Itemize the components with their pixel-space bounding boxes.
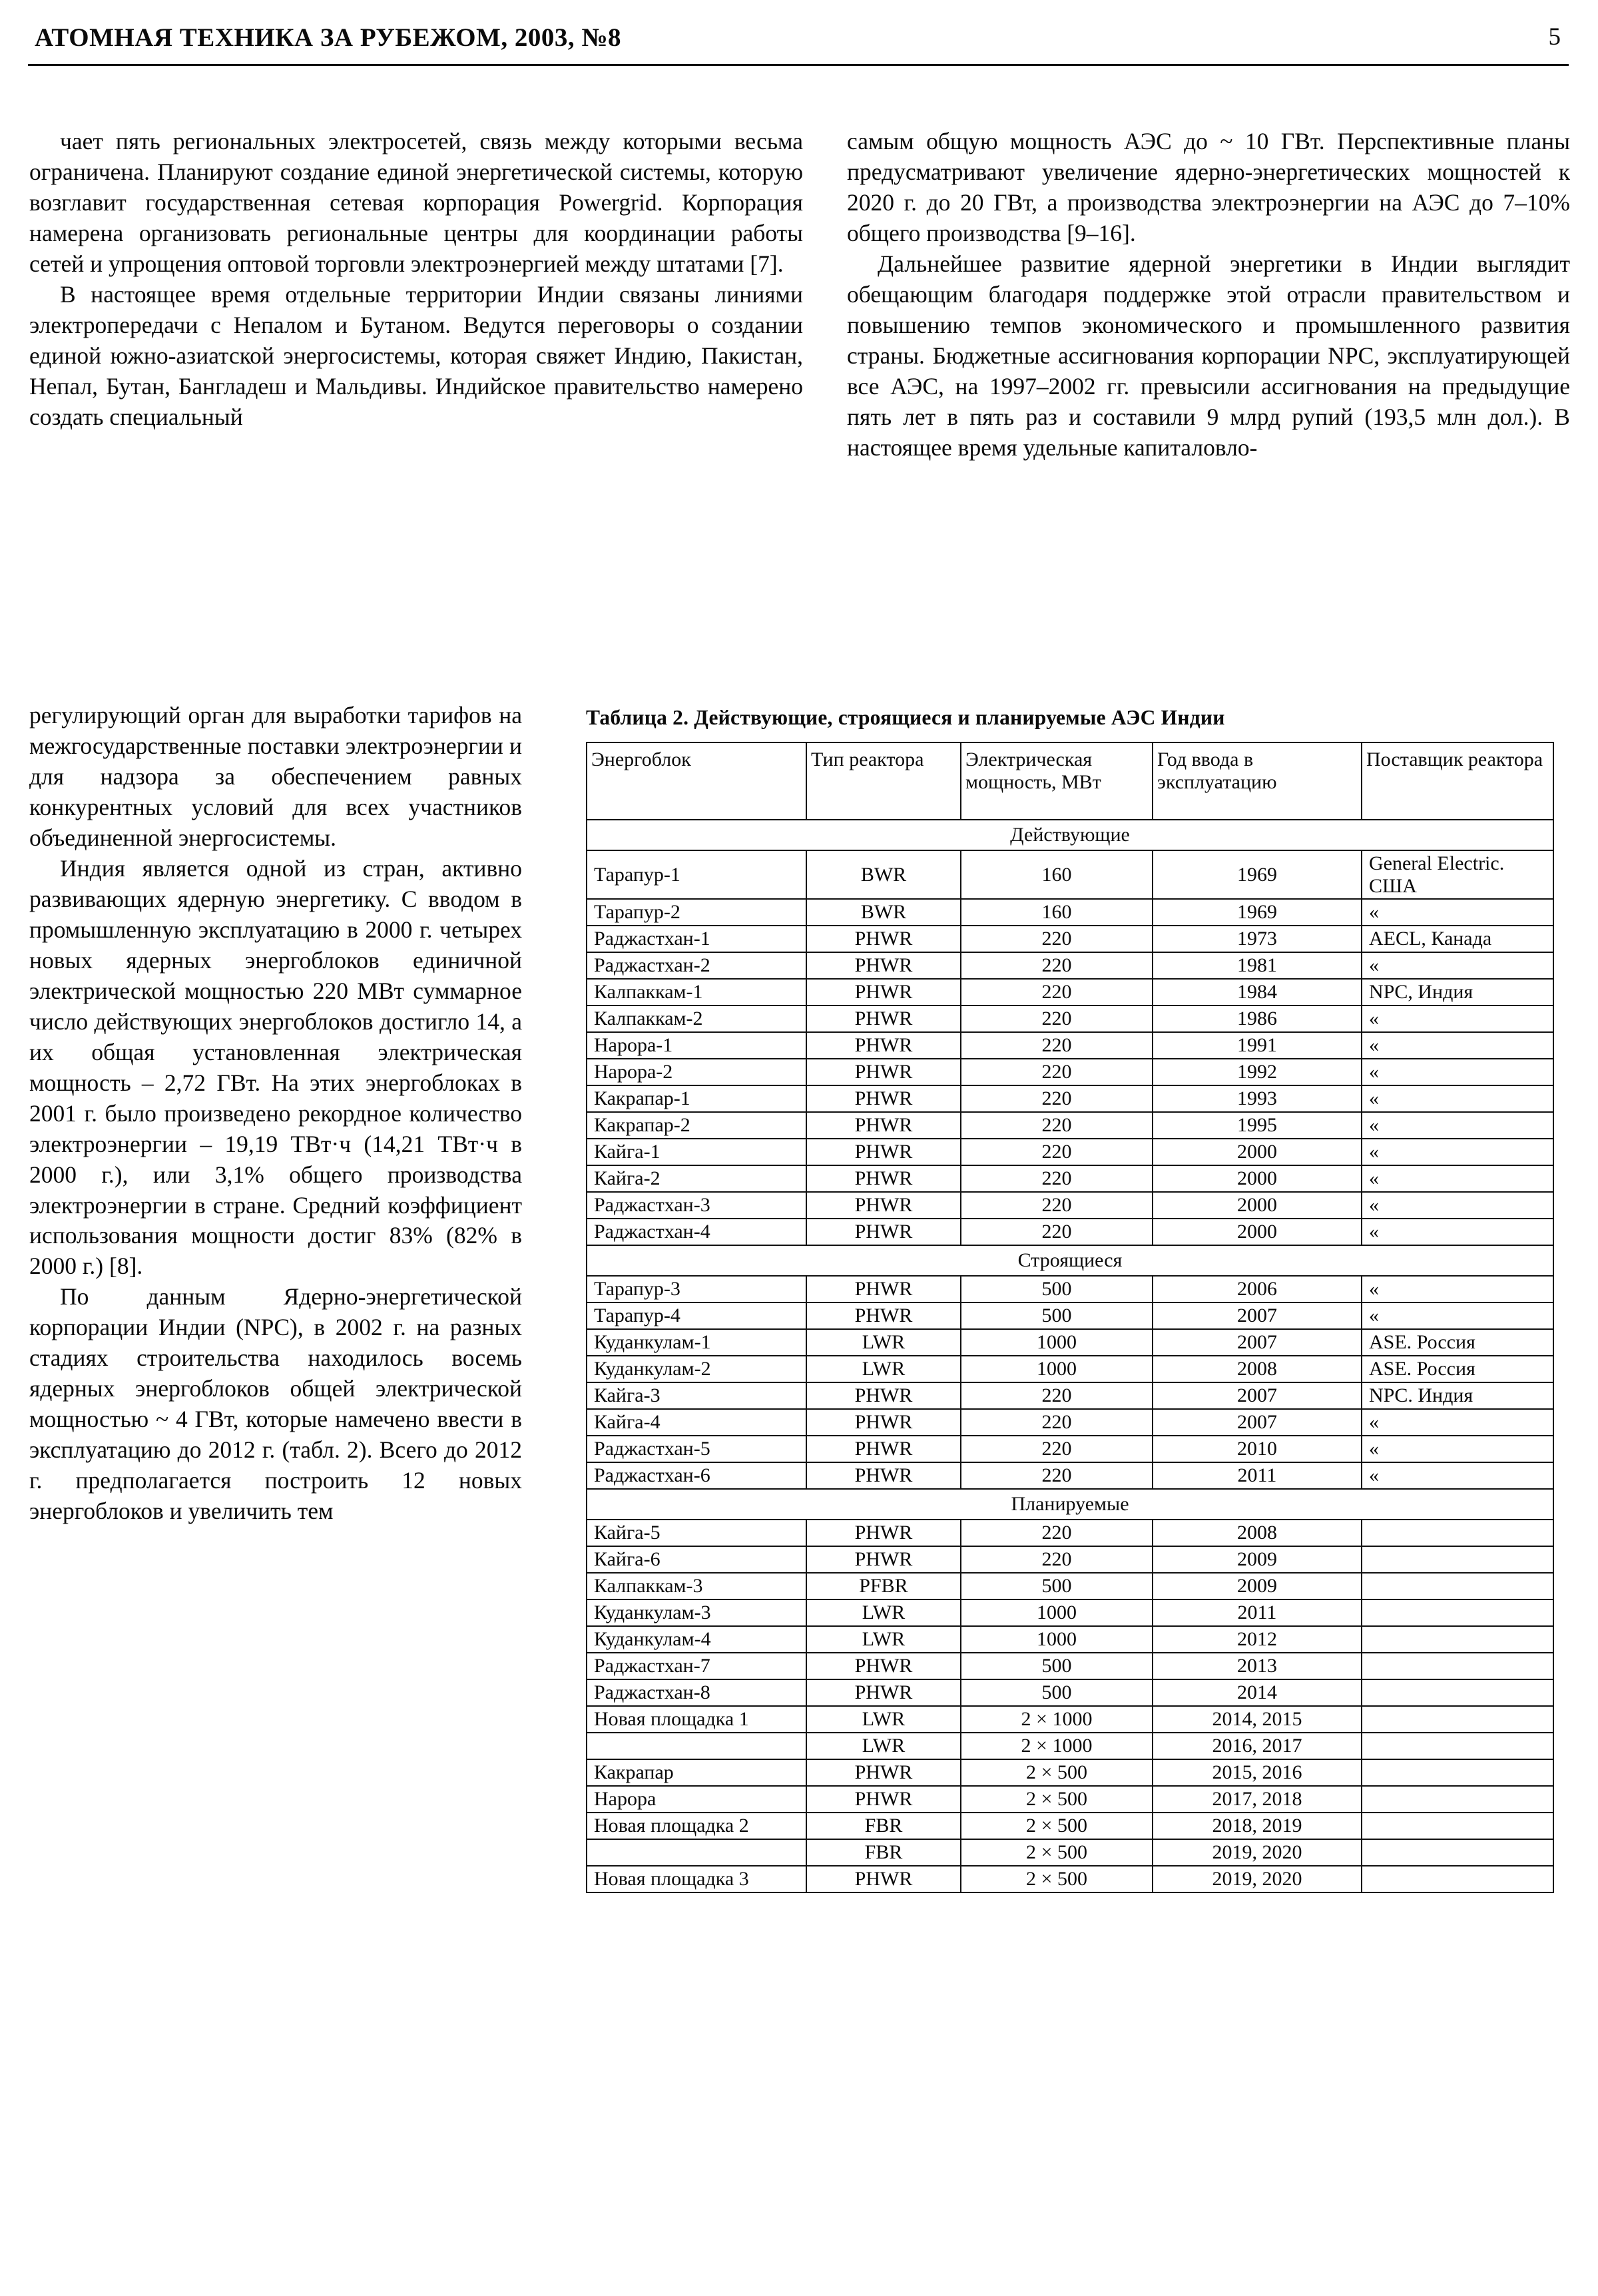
cell-supplier: ASE. Россия <box>1362 1356 1553 1382</box>
cell-unit <box>587 1733 806 1759</box>
table-row <box>587 952 1553 979</box>
cell-year: 2000 <box>1153 1219 1362 1245</box>
table-row <box>587 1813 1553 1839</box>
table-row <box>587 1276 1553 1302</box>
cell-supplier: « <box>1362 1276 1553 1302</box>
cell-year: 1993 <box>1153 1085 1362 1112</box>
cell-supplier: « <box>1362 1005 1553 1032</box>
cell-power: 500 <box>961 1573 1153 1599</box>
paragraph: В настоящее время отдельные территории Индии связаны линиями электропередачи с Непалом и Бутаном. Ведутся переговоры о создании единой южно-азиатской энергосистемы, которая свяжет Индию, Пакистан, Непал, Бутан, Бангладеш и Мальдивы. Индийское правительство намерено создать специальный <box>29 280 803 430</box>
cell-reactor-type: PHWR <box>806 1866 961 1892</box>
table-row <box>587 1866 1553 1892</box>
cell-supplier <box>1362 1653 1553 1679</box>
cell-unit: Новая площадка 2 <box>587 1813 806 1839</box>
cell-year: 1991 <box>1153 1032 1362 1059</box>
cell-year: 2009 <box>1153 1573 1362 1599</box>
table-row <box>587 899 1553 926</box>
cell-reactor-type: LWR <box>806 1733 961 1759</box>
cell-reactor-type: LWR <box>806 1599 961 1626</box>
paragraph: По данным Ядерно-энергетической корпорации Индии (NPC), в 2002 г. на разных стадиях строительства находилось восемь ядерных энергоблоков общей электрической мощностью ~ 4 ГВт, которые намечено ввести в эксплуатацию до 2012 г. (табл. 2). Всего до 2012 г. предполагается построить 12 новых энергоблоков и увеличить тем <box>29 1283 522 1525</box>
cell-unit: Тарапур-2 <box>587 899 806 926</box>
cell-year: 2008 <box>1153 1356 1362 1382</box>
cell-power: 220 <box>961 1192 1153 1219</box>
table-row <box>587 1573 1553 1599</box>
cell-supplier <box>1362 1866 1553 1892</box>
cell-supplier: NPC, Индия <box>1362 979 1553 1005</box>
cell-power: 1000 <box>961 1356 1153 1382</box>
cell-power: 500 <box>961 1653 1153 1679</box>
cell-year: 2018, 2019 <box>1153 1813 1362 1839</box>
table-row <box>587 1165 1553 1192</box>
cell-reactor-type: PHWR <box>806 1005 961 1032</box>
paragraph: самым общую мощность АЭС до ~ 10 ГВт. Перспективные планы предусматривают увеличение ядерно-энергетических мощностей к 2020 г. до 20 ГВт, а производства электроэнергии на АЭС до 7–10% общего производства [9–16]. <box>847 128 1570 246</box>
cell-unit: Тарапур-4 <box>587 1302 806 1329</box>
cell-unit: Куданкулам-2 <box>587 1356 806 1382</box>
cell-supplier <box>1362 1813 1553 1839</box>
cell-year: 2007 <box>1153 1329 1362 1356</box>
cell-power: 220 <box>961 1165 1153 1192</box>
cell-reactor-type: PHWR <box>806 1409 961 1436</box>
cell-year: 2000 <box>1153 1139 1362 1165</box>
cell-year: 2010 <box>1153 1436 1362 1462</box>
table-row <box>587 1599 1553 1626</box>
cell-reactor-type: PHWR <box>806 979 961 1005</box>
table-row <box>587 1626 1553 1653</box>
table-row <box>587 1839 1553 1866</box>
cell-supplier <box>1362 1626 1553 1653</box>
cell-power: 500 <box>961 1302 1153 1329</box>
cell-supplier <box>1362 1679 1553 1706</box>
cell-power: 2 × 500 <box>961 1866 1153 1892</box>
cell-unit: Раджастхан-8 <box>587 1679 806 1706</box>
cell-supplier <box>1362 1733 1553 1759</box>
cell-year: 2009 <box>1153 1546 1362 1573</box>
cell-reactor-type: PHWR <box>806 1786 961 1813</box>
table-row <box>587 1436 1553 1462</box>
cell-power: 2 × 1000 <box>961 1733 1153 1759</box>
cell-unit: Какрапар <box>587 1759 806 1786</box>
table-block <box>586 706 1571 1893</box>
cell-unit: Кайга-4 <box>587 1409 806 1436</box>
cell-supplier <box>1362 1520 1553 1546</box>
table-row <box>587 1759 1553 1786</box>
cell-power: 2 × 500 <box>961 1786 1153 1813</box>
cell-year: 1969 <box>1153 850 1362 899</box>
cell-unit: Раджастхан-2 <box>587 952 806 979</box>
cell-unit: Калпаккам-1 <box>587 979 806 1005</box>
cell-reactor-type: FBR <box>806 1839 961 1866</box>
cell-supplier: « <box>1362 1139 1553 1165</box>
cell-year: 2016, 2017 <box>1153 1733 1362 1759</box>
cell-reactor-type: PHWR <box>806 1219 961 1245</box>
cell-year: 1973 <box>1153 926 1362 952</box>
cell-supplier: « <box>1362 952 1553 979</box>
cell-power: 220 <box>961 979 1153 1005</box>
table-row <box>587 1679 1553 1706</box>
table-row <box>587 850 1553 899</box>
cell-power: 1000 <box>961 1599 1153 1626</box>
cell-reactor-type: FBR <box>806 1813 961 1839</box>
cell-unit: Раджастхан-1 <box>587 926 806 952</box>
section-title: Действующие <box>587 820 1553 850</box>
column-header-supplier: Поставщик реактора <box>1362 742 1553 820</box>
cell-supplier <box>1362 1599 1553 1626</box>
cell-year: 1995 <box>1153 1112 1362 1139</box>
cell-year: 2006 <box>1153 1276 1362 1302</box>
cell-supplier: AECL, Канада <box>1362 926 1553 952</box>
column-header-power: Электрическая мощность, МВт <box>961 742 1153 820</box>
cell-year: 2007 <box>1153 1302 1362 1329</box>
cell-unit: Нарора <box>587 1786 806 1813</box>
cell-unit: Тарапур-1 <box>587 850 806 899</box>
cell-unit: Раджастхан-6 <box>587 1462 806 1489</box>
cell-year: 2011 <box>1153 1462 1362 1489</box>
cell-power: 160 <box>961 899 1153 926</box>
cell-year: 1986 <box>1153 1005 1362 1032</box>
cell-power: 220 <box>961 1409 1153 1436</box>
table-row <box>587 1356 1553 1382</box>
cell-year: 2014, 2015 <box>1153 1706 1362 1733</box>
header-divider <box>28 64 1569 66</box>
cell-supplier: « <box>1362 1192 1553 1219</box>
left-column-bottom <box>29 701 522 1527</box>
paragraph: регулирующий орган для выработки тарифов на межгосударственные поставки электроэнергии и для надзора за обеспечением равных конкурентных условий для всех участников объединенной энергосистемы. <box>29 702 522 851</box>
left-column-top <box>29 127 803 433</box>
cell-supplier <box>1362 1759 1553 1786</box>
cell-unit: Раджастхан-7 <box>587 1653 806 1679</box>
cell-year: 1992 <box>1153 1059 1362 1085</box>
cell-unit: Кайга-1 <box>587 1139 806 1165</box>
table-row <box>587 1409 1553 1436</box>
cell-supplier <box>1362 1706 1553 1733</box>
cell-reactor-type: PHWR <box>806 1653 961 1679</box>
table-row <box>587 1733 1553 1759</box>
cell-reactor-type: PHWR <box>806 1679 961 1706</box>
paragraph: Индия является одной из стран, активно развивающих ядерную энергетику. С вводом в промышленную эксплуатацию в 2000 г. четырех новых ядерных энергоблоков единичной электрической мощностью 220 МВт суммарное число действующих энергоблоков достигло 14, а их общая установленная электрическая мощность – 2,72 ГВт. На этих энергоблоках в 2001 г. было произведено рекордное количество электроэнергии – 19,19 ТВт·ч (14,21 ТВт·ч в 2000 г.), или 3,1% общего производства электроэнергии в стране. Средний коэффициент использования мощности достиг 83% (82% в 2000 г.) [8]. <box>29 854 522 1280</box>
paragraph: чает пять региональных электросетей, связь между которыми весьма ограничена. Планируют создание единой энергетической системы, которую возглавит государственная сетевая корпорация Powergrid. Корпорация намерена организовать региональные центры для координации работы сетей и упрощения оптовой торговли электроэнергией между штатами [7]. <box>29 128 803 277</box>
cell-reactor-type: PHWR <box>806 1192 961 1219</box>
cell-unit: Раджастхан-5 <box>587 1436 806 1462</box>
cell-year: 2015, 2016 <box>1153 1759 1362 1786</box>
cell-reactor-type: LWR <box>806 1626 961 1653</box>
cell-unit: Новая площадка 1 <box>587 1706 806 1733</box>
cell-reactor-type: BWR <box>806 899 961 926</box>
table-body <box>587 820 1553 1892</box>
cell-reactor-type: LWR <box>806 1329 961 1356</box>
table-row <box>587 1005 1553 1032</box>
cell-year: 1969 <box>1153 899 1362 926</box>
cell-supplier: « <box>1362 1302 1553 1329</box>
cell-supplier: « <box>1362 1032 1553 1059</box>
journal-title: АТОМНАЯ ТЕХНИКА ЗА РУБЕЖОМ, 2003, №8 <box>35 23 622 52</box>
cell-power: 220 <box>961 1436 1153 1462</box>
table-row <box>587 1462 1553 1489</box>
table-row <box>587 1520 1553 1546</box>
column-header-unit: Энергоблок <box>587 742 806 820</box>
cell-reactor-type: PHWR <box>806 1139 961 1165</box>
cell-year: 2008 <box>1153 1520 1362 1546</box>
cell-power: 220 <box>961 1520 1153 1546</box>
cell-unit: Куданкулам-4 <box>587 1626 806 1653</box>
cell-reactor-type: PHWR <box>806 1759 961 1786</box>
cell-reactor-type: PHWR <box>806 952 961 979</box>
cell-power: 2 × 500 <box>961 1813 1153 1839</box>
table-row <box>587 1546 1553 1573</box>
cell-unit: Нарора-2 <box>587 1059 806 1085</box>
cell-power: 1000 <box>961 1626 1153 1653</box>
cell-power: 220 <box>961 1462 1153 1489</box>
table-section-row <box>587 820 1553 850</box>
cell-reactor-type: PHWR <box>806 1059 961 1085</box>
cell-supplier: NPC. Индия <box>1362 1382 1553 1409</box>
table-row <box>587 1032 1553 1059</box>
cell-year: 2014 <box>1153 1679 1362 1706</box>
cell-reactor-type: LWR <box>806 1356 961 1382</box>
cell-supplier: « <box>1362 1436 1553 1462</box>
cell-unit: Раджастхан-4 <box>587 1219 806 1245</box>
cell-supplier: « <box>1362 1462 1553 1489</box>
cell-reactor-type: PHWR <box>806 1165 961 1192</box>
running-head <box>35 23 1563 64</box>
cell-power: 2 × 1000 <box>961 1706 1153 1733</box>
cell-unit: Куданкулам-3 <box>587 1599 806 1626</box>
cell-supplier: « <box>1362 1219 1553 1245</box>
cell-power: 220 <box>961 1112 1153 1139</box>
table-header-row <box>587 742 1553 820</box>
column-header-startup-year: Год ввода в эксплуатацию <box>1153 742 1362 820</box>
cell-reactor-type: PHWR <box>806 1276 961 1302</box>
cell-year: 2013 <box>1153 1653 1362 1679</box>
table-section-row <box>587 1245 1553 1276</box>
table-row <box>587 979 1553 1005</box>
cell-power: 220 <box>961 1382 1153 1409</box>
cell-unit: Новая площадка 3 <box>587 1866 806 1892</box>
cell-year: 2000 <box>1153 1165 1362 1192</box>
table-row <box>587 1219 1553 1245</box>
cell-power: 220 <box>961 1219 1153 1245</box>
cell-reactor-type: PHWR <box>806 1382 961 1409</box>
cell-unit: Тарапур-3 <box>587 1276 806 1302</box>
cell-unit: Калпаккам-2 <box>587 1005 806 1032</box>
cell-unit <box>587 1839 806 1866</box>
table-row <box>587 1059 1553 1085</box>
cell-year: 2019, 2020 <box>1153 1866 1362 1892</box>
cell-year: 1984 <box>1153 979 1362 1005</box>
cell-power: 500 <box>961 1679 1153 1706</box>
paragraph: Дальнейшее развитие ядерной энергетики в Индии выглядит обещающим благодаря поддержке этой отрасли правительством и повышению темпов экономического и промышленного развития страны. Бюджетные ассигнования корпорации NPC, эксплуатирующей все АЭС, на 1997–2002 гг. превысили ассигнования на предыдущие пять лет в пять раз и составили 9 млрд рупий (193,5 млн дол.). В настоящее время удельные капиталовло- <box>847 250 1570 461</box>
cell-reactor-type: BWR <box>806 850 961 899</box>
cell-year: 1981 <box>1153 952 1362 979</box>
cell-supplier: « <box>1362 1085 1553 1112</box>
cell-supplier: General Electric. США <box>1362 850 1553 899</box>
cell-reactor-type: PHWR <box>806 1436 961 1462</box>
cell-reactor-type: PHWR <box>806 1085 961 1112</box>
cell-supplier: « <box>1362 1059 1553 1085</box>
cell-reactor-type: PHWR <box>806 1462 961 1489</box>
cell-supplier <box>1362 1786 1553 1813</box>
cell-year: 2012 <box>1153 1626 1362 1653</box>
section-title: Строящиеся <box>587 1245 1553 1276</box>
cell-supplier: ASE. Россия <box>1362 1329 1553 1356</box>
cell-power: 160 <box>961 850 1153 899</box>
table-row <box>587 1192 1553 1219</box>
section-title: Планируемые <box>587 1489 1553 1520</box>
table-row <box>587 1382 1553 1409</box>
table-row <box>587 1786 1553 1813</box>
cell-reactor-type: LWR <box>806 1706 961 1733</box>
cell-reactor-type: PHWR <box>806 1546 961 1573</box>
cell-power: 220 <box>961 1085 1153 1112</box>
table-row <box>587 1653 1553 1679</box>
cell-unit: Кайга-2 <box>587 1165 806 1192</box>
page-number: 5 <box>1548 23 1561 51</box>
cell-power: 220 <box>961 1032 1153 1059</box>
cell-year: 2000 <box>1153 1192 1362 1219</box>
cell-power: 220 <box>961 1005 1153 1032</box>
cell-power: 1000 <box>961 1329 1153 1356</box>
cell-supplier <box>1362 1839 1553 1866</box>
table-row <box>587 1085 1553 1112</box>
cell-reactor-type: PHWR <box>806 926 961 952</box>
cell-reactor-type: PHWR <box>806 1302 961 1329</box>
right-column <box>847 127 1570 463</box>
cell-reactor-type: PHWR <box>806 1032 961 1059</box>
cell-power: 220 <box>961 952 1153 979</box>
table-caption: Таблица 2. Действующие, строящиеся и планируемые АЭС Индии <box>586 706 1225 729</box>
cell-power: 220 <box>961 1059 1153 1085</box>
cell-supplier: « <box>1362 1409 1553 1436</box>
table-row <box>587 926 1553 952</box>
cell-unit: Кайга-3 <box>587 1382 806 1409</box>
table-row <box>587 1302 1553 1329</box>
cell-reactor-type: PHWR <box>806 1112 961 1139</box>
cell-supplier <box>1362 1546 1553 1573</box>
cell-year: 2011 <box>1153 1599 1362 1626</box>
cell-unit: Куданкулам-1 <box>587 1329 806 1356</box>
cell-unit: Раджастхан-3 <box>587 1192 806 1219</box>
cell-power: 2 × 500 <box>961 1839 1153 1866</box>
cell-power: 220 <box>961 1546 1153 1573</box>
cell-year: 2019, 2020 <box>1153 1839 1362 1866</box>
cell-year: 2007 <box>1153 1382 1362 1409</box>
cell-power: 220 <box>961 1139 1153 1165</box>
cell-supplier: « <box>1362 899 1553 926</box>
cell-unit: Какрапар-2 <box>587 1112 806 1139</box>
cell-unit: Нарора-1 <box>587 1032 806 1059</box>
column-header-reactor-type: Тип реактора <box>806 742 961 820</box>
table-section-row <box>587 1489 1553 1520</box>
cell-reactor-type: PHWR <box>806 1520 961 1546</box>
cell-power: 2 × 500 <box>961 1759 1153 1786</box>
cell-unit: Калпаккам-3 <box>587 1573 806 1599</box>
npp-table <box>586 742 1554 1893</box>
cell-unit: Кайга-5 <box>587 1520 806 1546</box>
cell-year: 2007 <box>1153 1409 1362 1436</box>
cell-supplier <box>1362 1573 1553 1599</box>
cell-unit: Какрапар-1 <box>587 1085 806 1112</box>
table-row <box>587 1139 1553 1165</box>
cell-year: 2017, 2018 <box>1153 1786 1362 1813</box>
table-row <box>587 1329 1553 1356</box>
cell-power: 220 <box>961 926 1153 952</box>
cell-unit: Кайга-6 <box>587 1546 806 1573</box>
cell-reactor-type: PFBR <box>806 1573 961 1599</box>
cell-supplier: « <box>1362 1112 1553 1139</box>
cell-power: 500 <box>961 1276 1153 1302</box>
table-row <box>587 1706 1553 1733</box>
cell-supplier: « <box>1362 1165 1553 1192</box>
table-row <box>587 1112 1553 1139</box>
